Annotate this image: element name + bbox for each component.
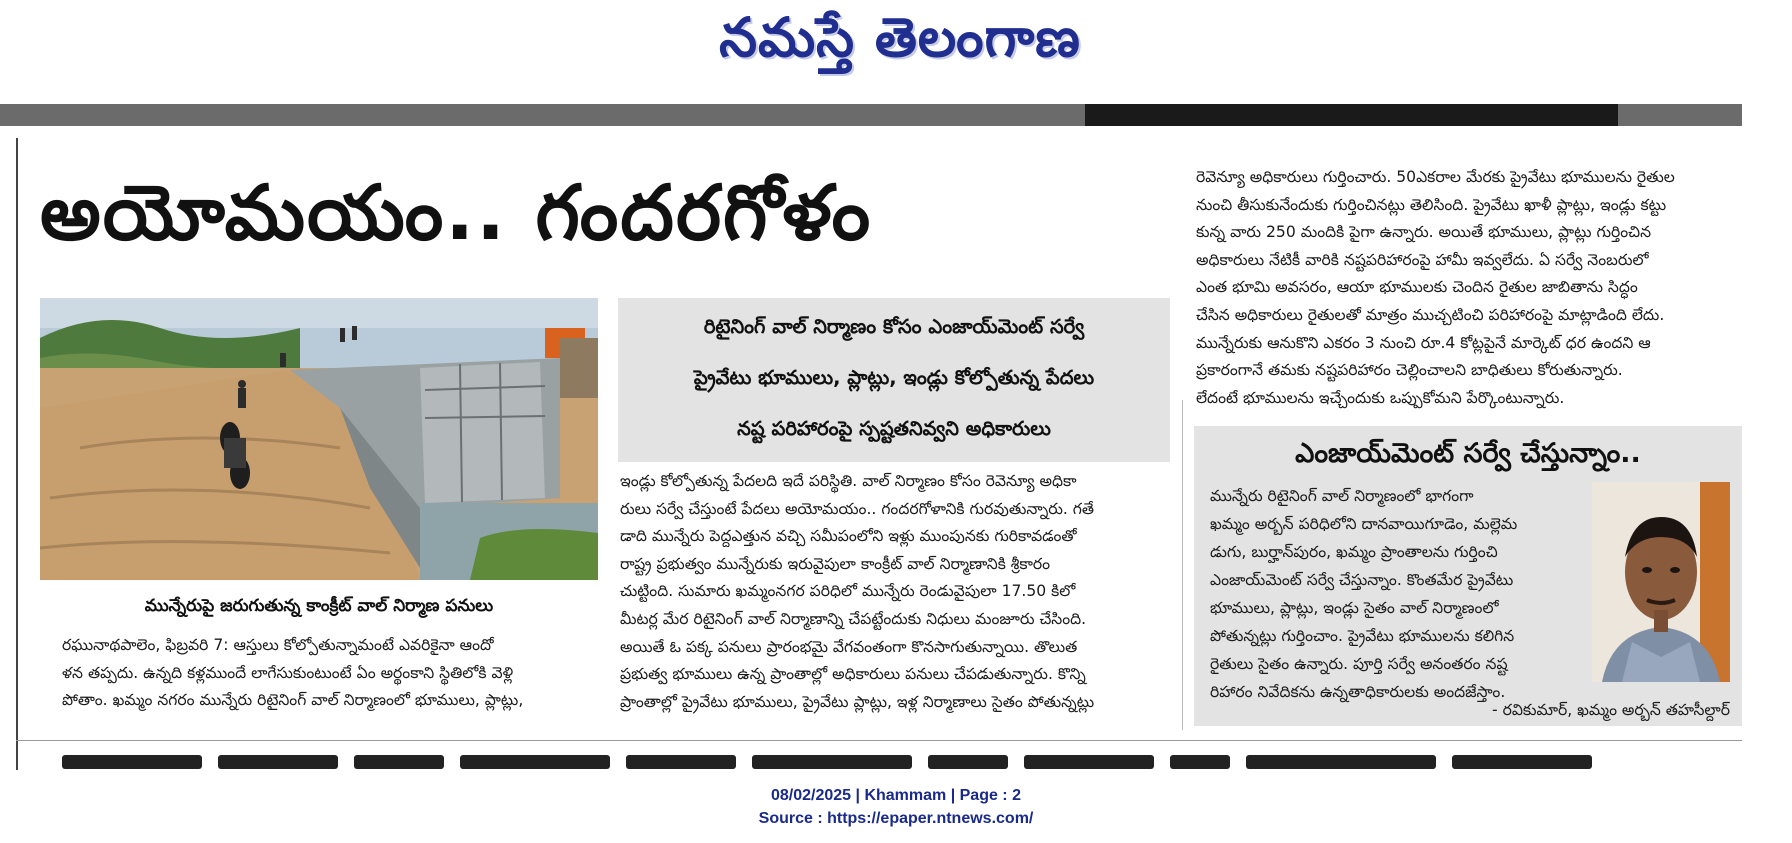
cropped-next-headline	[62, 750, 1742, 770]
sidebar-line: భూములు, ప్లాట్లు, ఇండ్లు సైతం వాల్ నిర్మాణంలో	[1210, 599, 1499, 617]
source-link[interactable]: Source : https://epaper.ntnews.com/	[758, 810, 1034, 827]
official-portrait	[1592, 482, 1730, 682]
article-photo	[40, 298, 598, 580]
header-band-dark	[1085, 104, 1618, 126]
newspaper-logo: నమస్తే తెలంగాణ	[719, 5, 1081, 69]
body-line: రాష్ట్ర ప్రభుత్వం మున్నేరుకు ఇరువైపులా కాంక్రీట్ వాల్ నిర్మాణానికి శ్రీకారం	[620, 554, 1051, 573]
body-line: రెవెన్యూ అధికారులు గుర్తించారు. 50ఎకరాల మేరకు ప్రైవేటు భూములను రైతుల	[1196, 168, 1675, 186]
article-body-middle	[620, 468, 1172, 716]
body-line: లేదంటే భూములను ఇచ్చేందుకు ఒప్పుకోమని పేర్కొంటున్నారు.	[1196, 388, 1565, 407]
portrait-image	[1592, 482, 1730, 682]
article-body-left	[62, 632, 594, 715]
body-line: ఎంత భూమి అవసరం, ఆయా భూములకు చెందిన రైతుల జాబితాను సిద్ధం	[1196, 278, 1638, 297]
subhead-1: రిటైనింగ్ వాల్ నిర్మాణం కోసం ఎంజాయ్‌మెంట్ సర్వే	[703, 315, 1085, 339]
body-line: మున్నేరుకు ఆనుకొని ఎకరం 3 నుంచి రూ.4 కోట్లపైనే మార్కెట్ ధర ఉందని ఆ	[1196, 333, 1651, 352]
headline: అయోమయం.. గందరగోళం	[40, 168, 873, 257]
body-line: పోతాం. ఖమ్మం నగరం మున్నేరు రిటైనింగ్ వాల్ నిర్మాణంలో భూములు, ప్లాట్లు,	[62, 691, 524, 710]
sidebar-line: రిహారం నివేదికను ఉన్నతాధికారులకు అందజేస్తాం.	[1210, 683, 1506, 701]
subheads-box	[618, 298, 1170, 462]
body-line: రఘునాథపాలెం, ఫిబ్రవరి 7: ఆస్తులు కోల్పోతున్నామంటే ఎవరికైనా ఆందో	[62, 636, 494, 654]
sidebar-line: ఎంజాయ్‌మెంట్ సర్వే చేస్తున్నాం. కొంతమేర ప్రైవేటు	[1210, 571, 1514, 589]
article-body-right	[1196, 164, 1742, 412]
sidebar-line: పోతున్నట్లు గుర్తించాం. ప్రైవేటు భూములను కలిగిన	[1210, 627, 1515, 645]
page-left-rule	[16, 138, 18, 770]
body-line: రులు సర్వే చేస్తుంటే పేదలు అయోమయం.. గందరగోళానికి గురవుతున్నారు. గతే	[620, 499, 1095, 518]
body-line: డాది మున్నేరు పెద్దఎత్తున వచ్చి సమీపంలోని ఇళ్లు ముంపునకు గురికావడంతో	[620, 527, 1077, 546]
sidebar-title: ఎంజాయ్‌మెంట్ సర్వే చేస్తున్నాం..	[1295, 438, 1641, 469]
body-line: అయితే ఓ పక్క పనులు ప్రారంభమై వేగవంతంగా కొనసాగుతున్నాయి. తొలుత	[620, 637, 1078, 656]
sidebar-line: ఖమ్మం అర్బన్ పరిధిలోని దానవాయిగూడెం, మల్లెమ	[1210, 515, 1518, 533]
masthead	[0, 0, 1792, 96]
body-line: కున్న వారు 250 మందికి పైగా ఉన్నారు. అయితే భూములు, ప్లాట్లు గుర్తించిన	[1196, 223, 1652, 242]
edition-info: 08/02/2025 | Khammam | Page : 2	[771, 787, 1021, 804]
subhead-3: నష్ట పరిహారంపై స్పష్టతనివ్వని అధికారులు	[737, 416, 1051, 440]
construction-site-image	[40, 298, 598, 580]
subhead-2: ప్రైవేటు భూములు, ప్లాట్లు, ఇండ్లు కోల్పోతున్న పేదలు	[693, 365, 1095, 389]
bottom-rule	[16, 740, 1742, 741]
photo-caption: మున్నేరుపై జరుగుతున్న కాంక్రీట్ వాల్ నిర్మాణ పనులు	[144, 596, 494, 616]
body-line: నుంచి తీసుకునేందుకు గుర్తించినట్లు తెలిసింది. ప్రైవేటు ఖాళీ ప్లాట్లు, ఇండ్లు కట్టు	[1196, 195, 1667, 214]
body-line: ప్రకారంగానే తమకు నష్టపరిహారం చెల్లించాలని బాధితులు కోరుతున్నారు.	[1196, 361, 1623, 380]
body-line: ప్రభుత్వ భూములు ఉన్న ప్రాంతాల్లో అధికారులు పనులు చేపడుతున్నారు. కొన్ని	[620, 665, 1086, 684]
sidebar-signature: - రవికుమార్, ఖమ్మం అర్బన్ తహసీల్దార్	[1492, 701, 1730, 719]
body-line: మీటర్ల మేర రిటైనింగ్ వాల్ నిర్మాణాన్ని చేపట్టేందుకు నిధులు మంజూరు చేసింది.	[620, 609, 1087, 628]
sidebar-line: మున్నేరు రిటైనింగ్ వాల్ నిర్మాణంలో భాగంగా	[1210, 487, 1474, 505]
sidebar-line: డుగు, బుర్హాన్‌పురం, ఖమ్మం ప్రాంతాలను గుర్తించి	[1210, 543, 1498, 561]
body-line: చేసిన అధికారులు రైతులతో మాత్రం ముచ్చటించి పరిహారంపై మాట్లాడింది లేదు.	[1196, 305, 1665, 324]
body-line: ళన తప్పదు. ఉన్నది కళ్లముందే లాగేసుకుంటుంటే ఏం అర్థంకాని స్థితిలోకి వెళ్లి	[62, 663, 514, 682]
body-line: చుట్టింది. సుమారు ఖమ్మంనగర పరిధిలో మున్నేరు రెండువైపులా 17.50 కిలో	[620, 582, 1076, 601]
body-line: ప్రాంతాల్లో ప్రైవేటు భూములు, ప్రైవేటు ప్లాట్లు, ఇళ్ల నిర్మాణాలు సైతం పోతున్నట్లు	[620, 692, 1095, 711]
sidebar-body	[1210, 482, 1580, 706]
sidebar-line: రైతులు సైతం ఉన్నారు. పూర్తి సర్వే అనంతరం నష్ట	[1210, 655, 1508, 673]
body-line: ఇండ్లు కోల్పోతున్న పేదలది ఇదే పరిస్థితి. వాల్ నిర్మాణం కోసం రెవెన్యూ అధికా	[620, 472, 1077, 490]
body-line: అధికారులు నేటికీ వారికి నష్టపరిహారంపై హామీ ఇవ్వలేదు. ఏ సర్వే నెంబరులో	[1196, 250, 1649, 269]
column-rule	[1182, 400, 1183, 730]
